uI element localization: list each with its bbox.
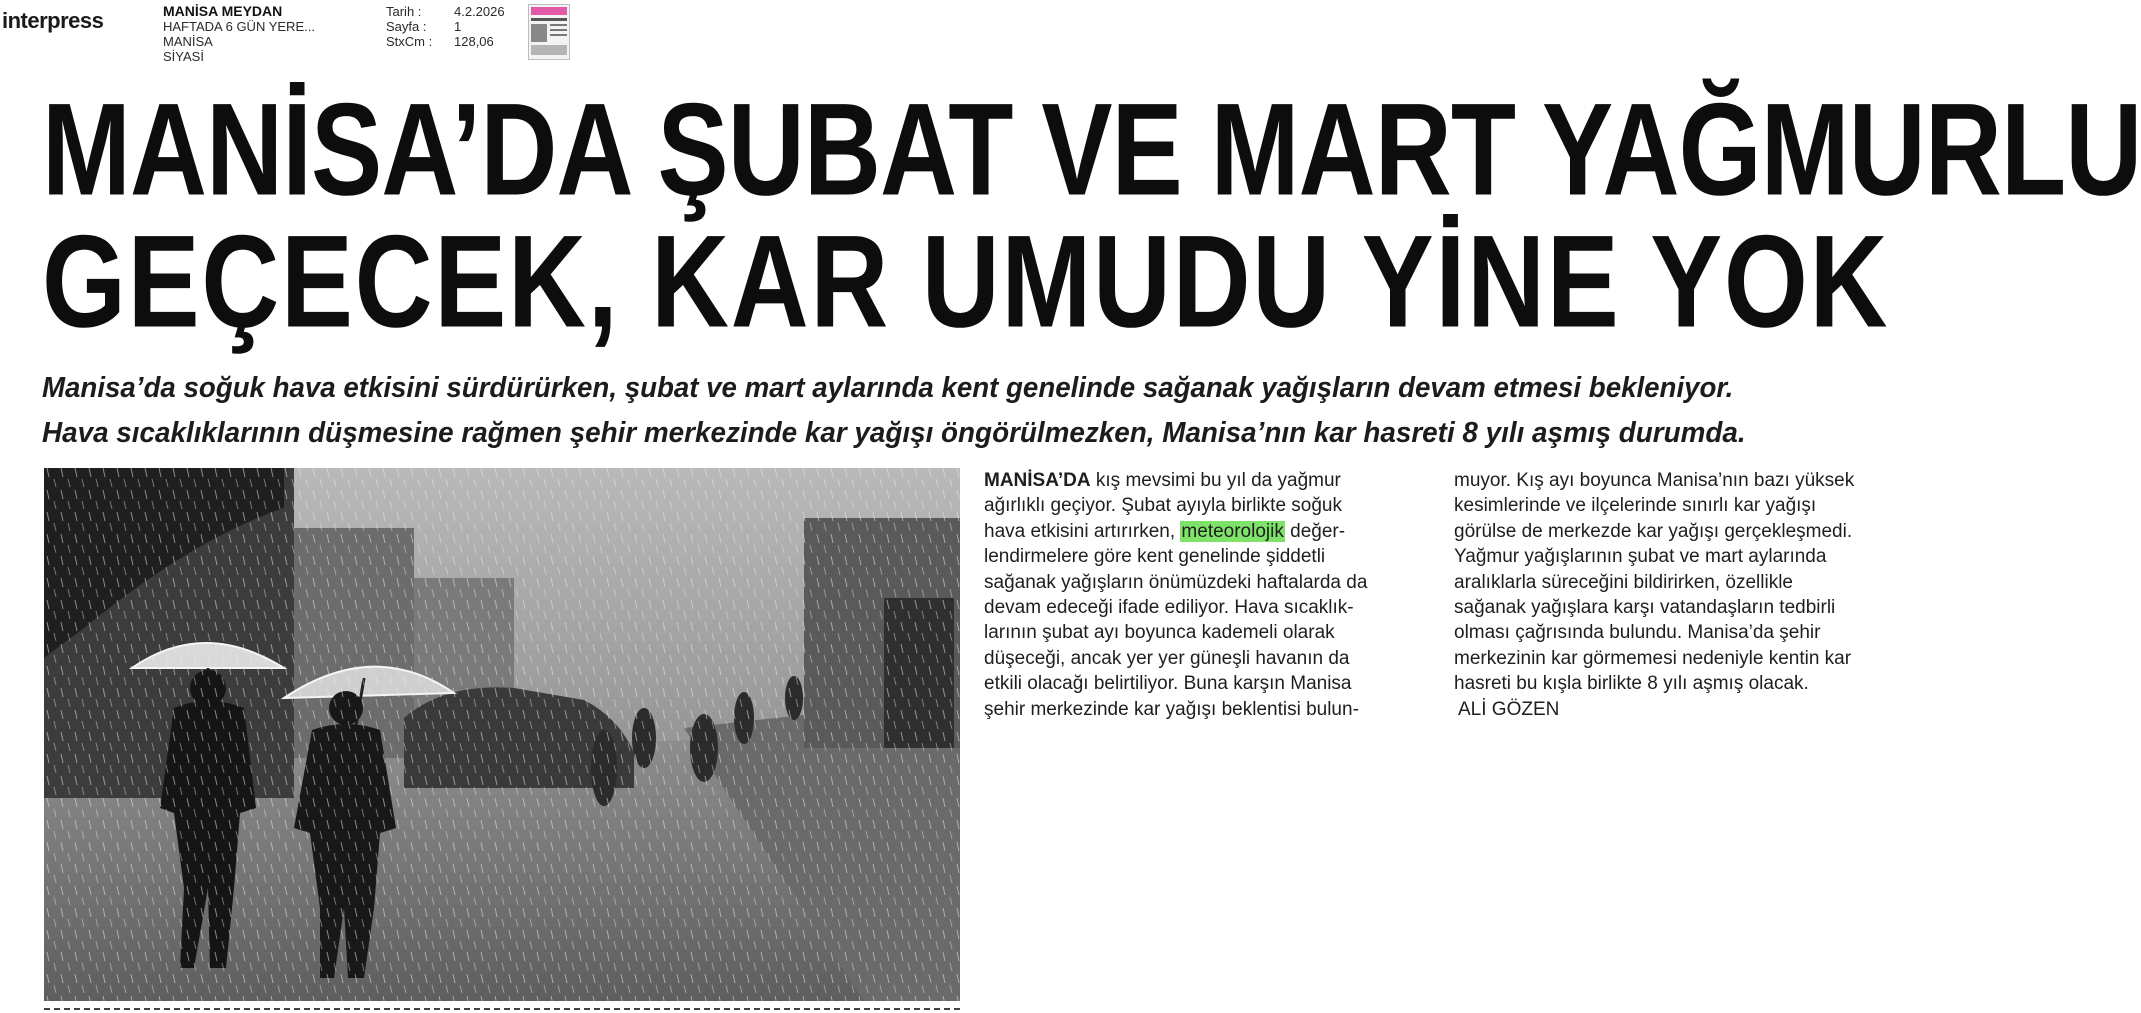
column-2-line: Yağmur yağışlarının şubat ve mart aylarında [1454, 546, 1827, 568]
article-subheading [42, 366, 1902, 456]
thumbnail-footer [531, 45, 567, 55]
highlighted-keyword: meteorolojik [1181, 520, 1284, 542]
logo-text: interpress [2, 8, 104, 33]
article-column-1 [984, 468, 1367, 722]
stxcm-label: StxCm : [386, 34, 433, 49]
thumbnail-text-line [550, 24, 567, 26]
column-1-line-1-rest: kış mevsimi bu yıl da yağmur [1090, 470, 1341, 491]
stxcm-value: 128,06 [454, 34, 494, 49]
column-2-line: olması çağrısında bulundu. Manisa’da şehir [1454, 622, 1821, 644]
page-label: Sayfa : [386, 19, 427, 34]
publication-city: MANİSA [163, 34, 213, 49]
thumbnail-text-line [550, 29, 567, 31]
article-lead-word: MANİSA’DA [984, 470, 1091, 491]
column-2-line: aralıklarla süreceğini bildirirken, özellikle [1454, 571, 1793, 593]
rainy-street-photo [44, 468, 960, 1001]
publication-info [163, 4, 315, 64]
author-byline: ALİ GÖZEN [1458, 698, 1560, 720]
date-label: Tarih : [386, 4, 422, 19]
column-2-line: kesimlerinde ve ilçelerinde sınırlı kar yağışı [1454, 495, 1817, 517]
column-2-line: merkezinin kar görmemesi nedeniyle kentin kar [1454, 647, 1852, 669]
column-2-line: hasreti bu kışla birlikte 8 yılı aşmış olacak. [1454, 673, 1809, 695]
page-row [386, 19, 505, 34]
thumbnail-photo [531, 24, 547, 42]
publication-frequency: HAFTADA 6 GÜN YERE... [163, 19, 315, 34]
column-2-line: sağanak yağışlara karşı vatandaşların tedbirli [1454, 597, 1836, 619]
publication-name: MANİSA MEYDAN [163, 3, 283, 19]
column-divider-rule [44, 1008, 960, 1010]
publication-section: SİYASİ [163, 49, 204, 64]
headline-line-1: MANİSA’DA ŞUBAT VE MART YAĞMURLU [42, 76, 2141, 224]
page-thumbnail[interactable] [528, 4, 570, 60]
column-2-line: görülse de merkezde kar yağışı gerçekleşmedi. [1454, 520, 1853, 542]
column-1-line: etkili olacağı belirtiliyor. Buna karşın Manisa [984, 673, 1352, 695]
column-2-line: muyor. Kış ayı boyunca Manisa’nın bazı yüksek [1454, 470, 1855, 491]
clipping-details [386, 4, 505, 49]
column-1-line-3-pre: hava etkisini artırırken, [984, 520, 1181, 542]
thumbnail-text-line [550, 34, 567, 36]
column-1-line: sağanak yağışların önümüzdeki haftalarda da [984, 571, 1368, 593]
interpress-logo [2, 8, 103, 34]
column-1-line: ağırlıklı geçiyor. Şubat ayıyla birlikte soğuk [984, 495, 1343, 517]
page-value: 1 [454, 19, 462, 34]
subheading-line-2: Hava sıcaklıklarının düşmesine rağmen şehir merkezinde kar yağışı öngörülmezken, Manisa’nın kar hasreti 8 yılı aşmış durumda. [42, 417, 1746, 449]
column-1-line: şehir merkezinde kar yağışı beklentisi bulun- [984, 698, 1359, 720]
column-1-line: larının şubat ayı boyunca kademeli olarak [984, 622, 1335, 644]
thumbnail-masthead [531, 7, 567, 15]
column-1-line [984, 468, 1367, 493]
thumbnail-headline [531, 18, 567, 21]
column-1-line: lendirmelere göre kent genelinde şiddetli [984, 546, 1326, 568]
column-1-line-3-post: değer- [1284, 520, 1346, 542]
subheading-line-1: Manisa’da soğuk hava etkisini sürdürürken, şubat ve mart aylarında kent genelinde sağanak yağışların devam etmesi bekleniyor. [42, 372, 1734, 404]
article-column-2 [1454, 468, 1854, 722]
date-value: 4.2.2026 [454, 4, 505, 19]
column-1-line: devam edeceği ifade ediliyor. Hava sıcaklık- [984, 597, 1354, 619]
article-headline [42, 76, 2141, 356]
date-row [386, 4, 505, 19]
column-1-line: düşeceği, ancak yer yer güneşli havanın da [984, 647, 1350, 669]
stxcm-row [386, 34, 505, 49]
column-1-line [984, 519, 1367, 544]
headline-line-2: GEÇECEK, KAR UMUDU YİNE YOK [42, 208, 1890, 356]
